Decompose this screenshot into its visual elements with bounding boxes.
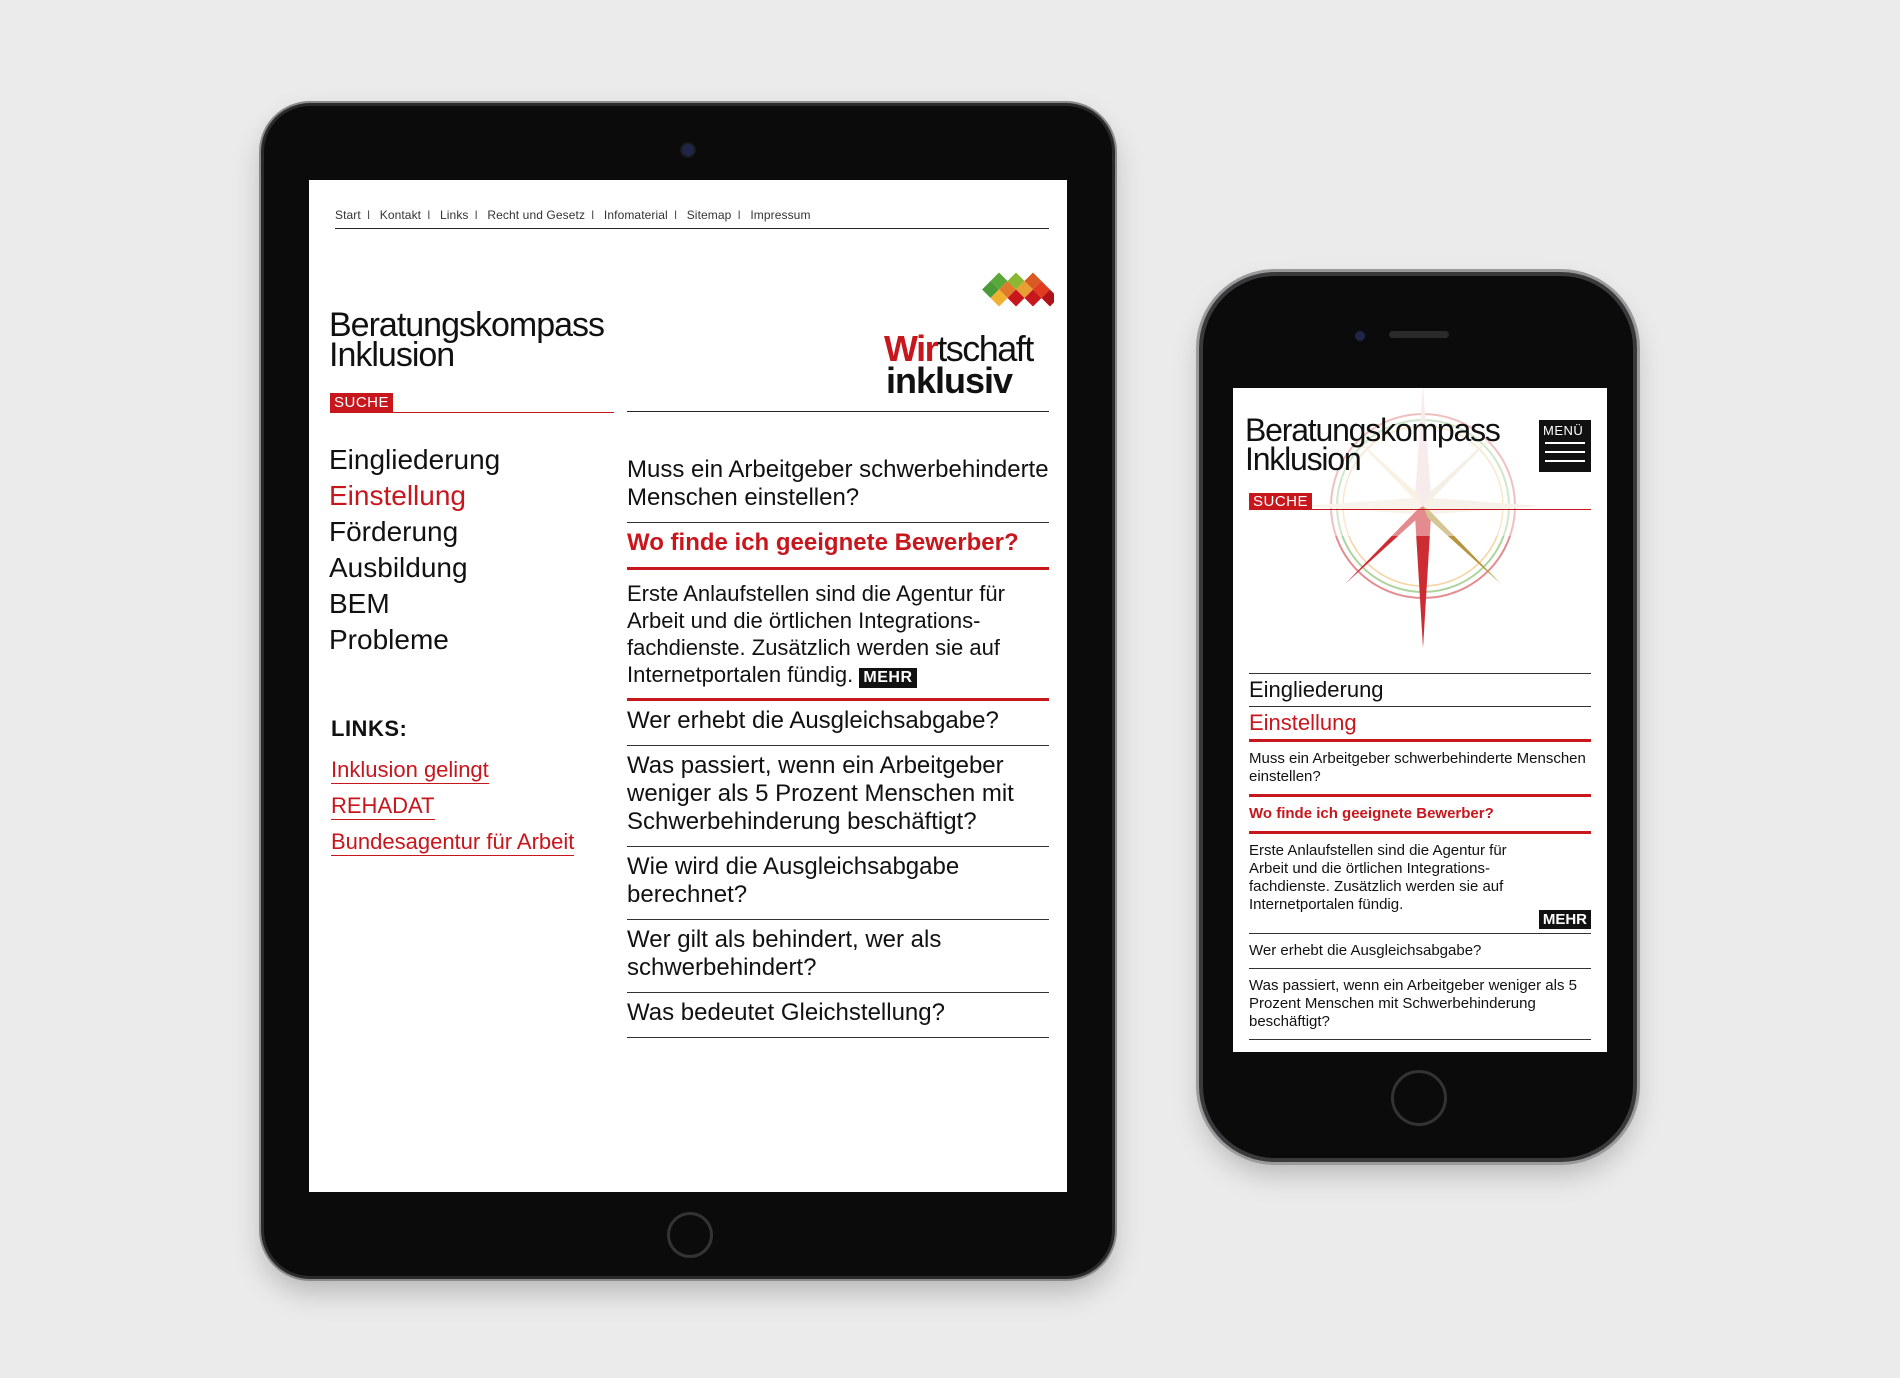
tablet-device <box>264 106 1112 1276</box>
link-inklusion-gelingt[interactable]: Inklusion gelingt <box>331 757 489 782</box>
topnav-infomaterial[interactable]: Infomaterial <box>603 208 668 222</box>
more-button[interactable]: MEHR <box>859 668 916 688</box>
faq-question[interactable]: Was passiert, wenn ein Arbeitgeber weniger als 5 Prozent Menschen mit Schwerbehinderung beschäftigt? <box>627 746 1049 847</box>
faq-answer-text: Erste Anlaufstellen sind die Agentur für Arbeit und die örtlichen Integrations-fachdienste. Zusätzlich werden sie auf Internetportalen fündig. <box>627 581 1005 687</box>
camera-icon <box>1355 331 1365 341</box>
faq-question[interactable]: Wer erhebt die Ausgleichsabgabe? <box>1249 934 1591 969</box>
search-bar[interactable] <box>1249 493 1591 510</box>
mobile-content <box>1249 673 1591 1040</box>
faq-question[interactable]: Muss ein Arbeitgeber schwerbehinderte Menschen einstellen? <box>627 450 1049 523</box>
menu-label: MENÜ <box>1543 423 1584 438</box>
links-heading: LINKS: <box>331 716 408 741</box>
faq-question[interactable]: Muss ein Arbeitgeber schwerbehinderte Menschen einstellen? <box>1249 742 1591 797</box>
faq-answer <box>1249 834 1591 934</box>
logo-line1: Wirtschaft <box>884 328 1033 369</box>
faq-answer-text: Erste Anlaufstellen sind die Agentur für Arbeit und die örtlichen Integrations-fachdienste. Zusätzlich werden sie auf Internetportalen fündig. <box>1249 842 1507 913</box>
external-links <box>331 752 574 860</box>
topnav-recht[interactable]: Recht und Gesetz <box>487 208 586 222</box>
home-button[interactable] <box>667 1212 713 1258</box>
link-bundesagentur[interactable]: Bundesagentur für Arbeit <box>331 829 575 854</box>
nav-item-einstellung[interactable]: Einstellung <box>1249 707 1591 742</box>
more-button[interactable]: MEHR <box>1539 910 1591 929</box>
topnav-sitemap[interactable]: Sitemap <box>686 208 732 222</box>
hamburger-icon <box>1545 442 1585 444</box>
faq-question[interactable]: Wie wird die Ausgleichsabgabe berechnet? <box>627 847 1049 920</box>
topnav-links[interactable]: Links <box>440 208 469 222</box>
site-title[interactable] <box>329 306 605 374</box>
faq-list <box>627 450 1049 1038</box>
site-title[interactable] <box>1245 412 1500 477</box>
top-navigation: Start I Kontakt I Links I Recht und Gesetz I Infomaterial I Sitemap I Impressum <box>335 208 1049 229</box>
faq-question[interactable]: Was bedeutet Gleichstellung? <box>627 993 1049 1038</box>
faq-question-open[interactable]: Wo finde ich geeignete Bewerber? <box>627 523 1049 570</box>
faq-answer <box>627 570 1049 701</box>
phone-device <box>1203 276 1633 1158</box>
nav-item-einstellung[interactable]: Einstellung <box>329 480 466 511</box>
phone-screen <box>1233 388 1607 1052</box>
search-label[interactable]: SUCHE <box>330 393 393 412</box>
topnav-start[interactable]: Start <box>335 208 361 222</box>
nav-item-ausbildung[interactable]: Ausbildung <box>329 552 468 583</box>
wirtschaft-inklusiv-logo[interactable] <box>864 260 1054 410</box>
hamburger-icon <box>1545 451 1585 453</box>
main-navigation <box>329 442 500 658</box>
nav-item-eingliederung[interactable]: Eingliederung <box>329 444 501 475</box>
topnav-kontakt[interactable]: Kontakt <box>379 208 422 222</box>
home-button[interactable] <box>1391 1070 1447 1126</box>
camera-icon <box>682 144 694 156</box>
nav-item-probleme[interactable]: Probleme <box>329 624 449 655</box>
site-title-line1: Beratungskompass <box>1245 412 1500 448</box>
speaker-icon <box>1389 331 1449 338</box>
link-rehadat[interactable]: REHADAT <box>331 793 435 818</box>
faq-question-open[interactable]: Wo finde ich geeignete Bewerber? <box>1249 797 1591 834</box>
faq-question[interactable]: Wer gilt als behindert, wer als schwerbehindert? <box>627 920 1049 993</box>
menu-button[interactable] <box>1539 420 1591 472</box>
faq-question[interactable]: Wer erhebt die Ausgleichsabgabe? <box>627 701 1049 746</box>
topnav-impressum[interactable]: Impressum <box>750 208 811 222</box>
header-divider <box>627 411 1049 412</box>
faq-question[interactable]: Was passiert, wenn ein Arbeitgeber weniger als 5 Prozent Menschen mit Schwerbehinderung beschäftigt? <box>1249 969 1591 1040</box>
search-label[interactable]: SUCHE <box>1249 493 1312 510</box>
logo-line2: inklusiv <box>886 360 1013 401</box>
site-title-line1: Beratungskompass <box>329 306 605 344</box>
site-title-line2: Inklusion <box>329 336 455 374</box>
hamburger-icon <box>1545 460 1585 462</box>
site-title-line2: Inklusion <box>1245 441 1361 477</box>
tablet-screen <box>309 180 1067 1192</box>
nav-item-bem[interactable]: BEM <box>329 588 390 619</box>
search-bar[interactable] <box>330 393 614 413</box>
nav-item-foerderung[interactable]: Förderung <box>329 516 459 547</box>
nav-item-eingliederung[interactable]: Eingliederung <box>1249 673 1591 707</box>
